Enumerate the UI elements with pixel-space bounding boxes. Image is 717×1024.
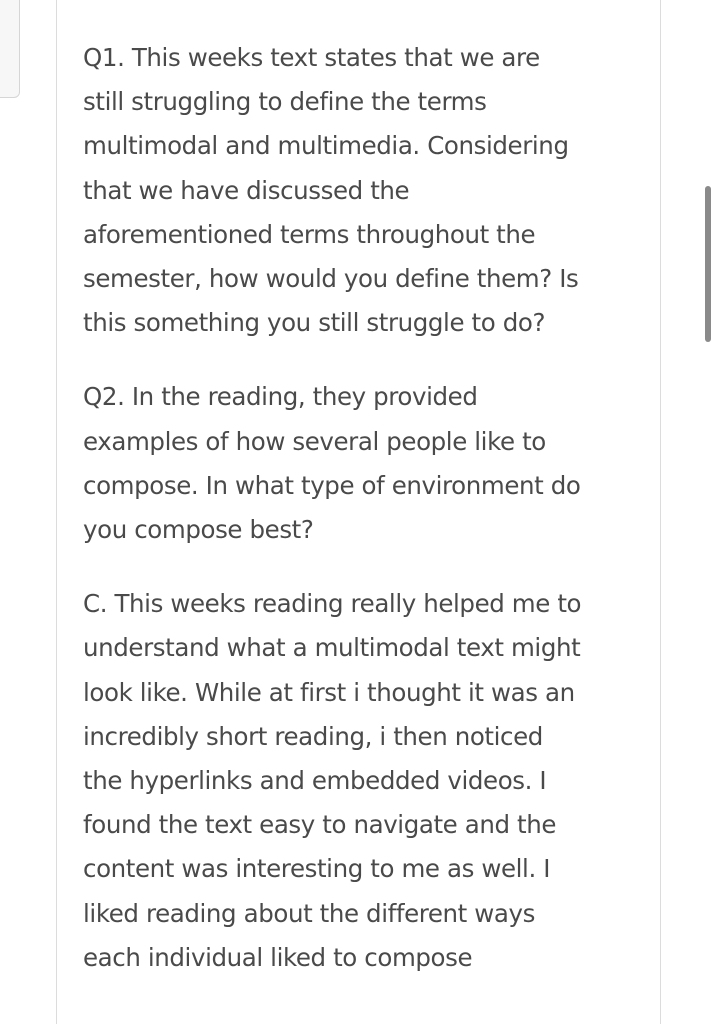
paragraph-line: this something you still struggle to do? <box>83 308 546 338</box>
paragraph-line: Q2. In the reading, they provided <box>83 382 478 412</box>
paragraph-line: C. This weeks reading really helped me to <box>83 589 582 619</box>
paragraph-line: that we have discussed the <box>83 175 410 205</box>
paragraph-line: the hyperlinks and embedded videos. I <box>83 766 547 796</box>
question-2-paragraph <box>83 375 643 552</box>
paragraph-line: compose. In what type of environment do <box>83 470 581 500</box>
paragraph-line: found the text easy to navigate and the <box>83 810 557 840</box>
comment-paragraph <box>83 582 643 980</box>
paragraph-line: examples of how several people like to <box>83 426 546 456</box>
paragraph-line: Q1. This weeks text states that we are <box>83 43 540 72</box>
side-panel-toggle[interactable] <box>0 0 20 98</box>
paragraph-line: still struggling to define the terms <box>83 87 487 117</box>
paragraph-line: understand what a multimodal text might <box>83 633 581 663</box>
post-body <box>83 36 643 1010</box>
paragraph-line: incredibly short reading, i then noticed <box>83 721 543 751</box>
paragraph-line: multimodal and multimedia. Considering <box>83 131 569 161</box>
question-1-paragraph <box>83 36 643 345</box>
paragraph-line: content was interesting to me as well. I <box>83 854 551 884</box>
paragraph-line: look like. While at first i thought it was an <box>83 677 575 707</box>
paragraph-line: semester, how would you define them? Is <box>83 264 579 294</box>
scrollbar-thumb[interactable] <box>705 186 711 342</box>
paragraph-line: aforementioned terms throughout the <box>83 219 536 249</box>
paragraph-line: you compose best? <box>83 515 314 545</box>
paragraph-line: each individual liked to compose <box>83 942 473 972</box>
discussion-post-panel <box>56 0 661 1024</box>
paragraph-line: liked reading about the different ways <box>83 898 535 928</box>
